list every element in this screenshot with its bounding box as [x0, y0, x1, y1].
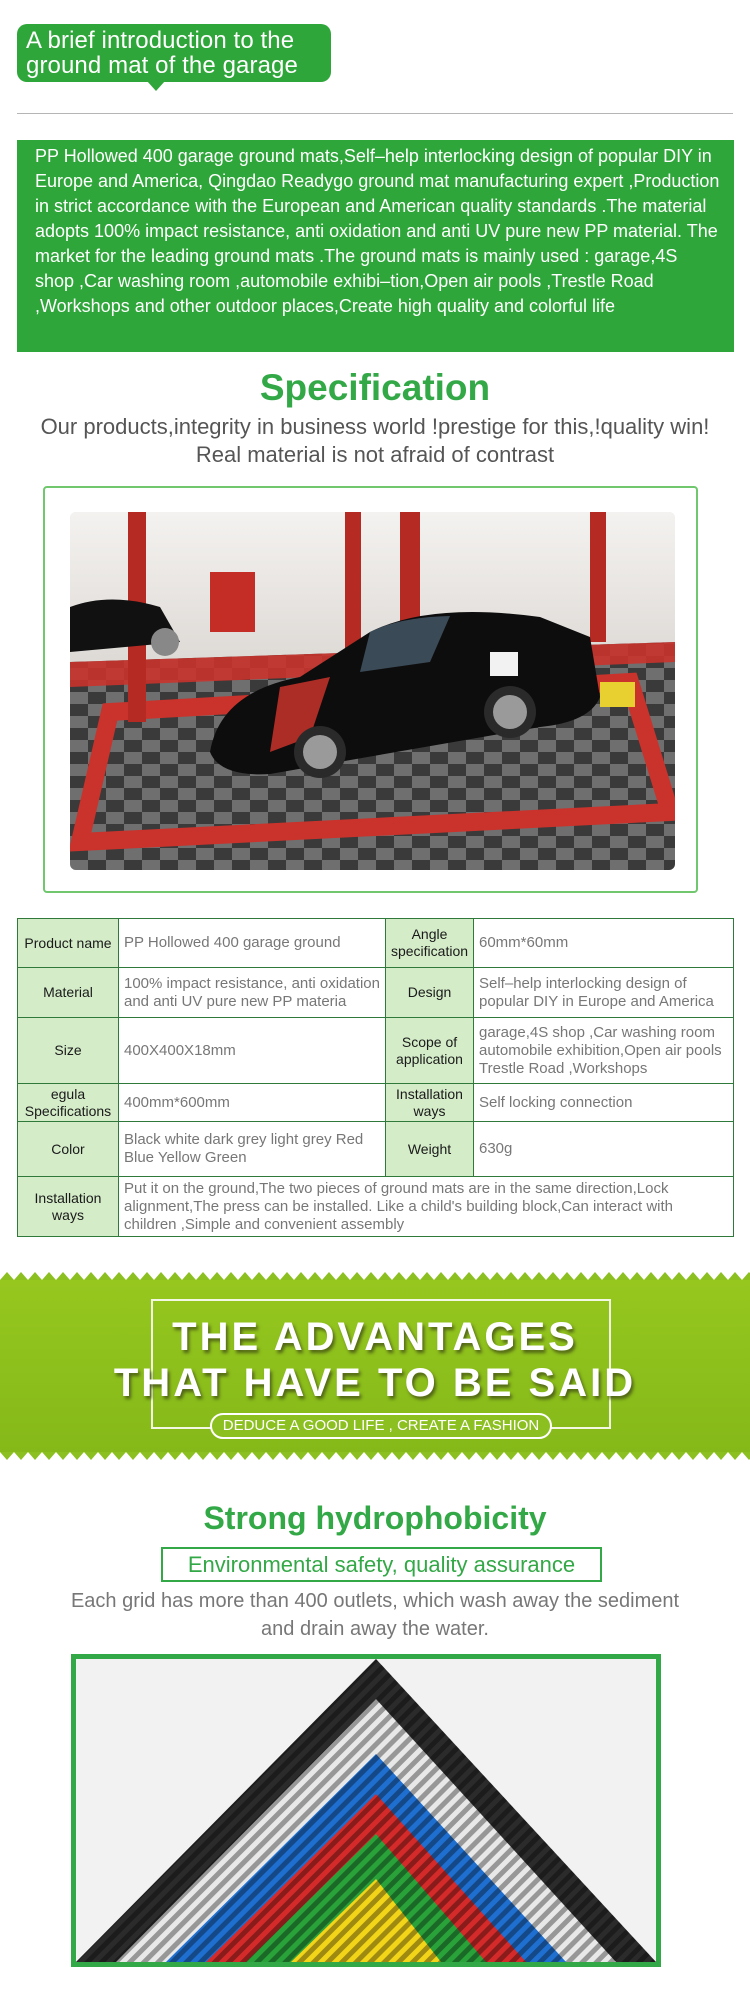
- table-value: 400mm*600mm: [119, 1084, 386, 1122]
- intro-heading-bubble: [17, 24, 331, 82]
- hydrophobicity-description: [0, 1587, 750, 1643]
- table-label: Size: [18, 1018, 119, 1084]
- garage-car-photo: [70, 512, 675, 870]
- divider: [17, 113, 733, 114]
- subtitle-line1: Our products,integrity in business world !prestige for this,!quality win!: [40, 414, 710, 439]
- table-label: Installation ways: [386, 1084, 474, 1122]
- table-label: Material: [18, 968, 119, 1018]
- table-label: Product name: [18, 919, 119, 968]
- table-value: Black white dark grey light grey Red Blue Yellow Green: [119, 1122, 386, 1177]
- specification-title: Specification: [259, 367, 491, 408]
- table-label: Angle specification: [386, 919, 474, 968]
- table-value: 630g: [474, 1122, 734, 1177]
- table-row: [18, 1177, 734, 1237]
- table-value: garage,4S shop ,Car washing room automobile exhibition,Open air pools Trestle Road ,Workshops: [474, 1018, 734, 1084]
- bubble-tail: [147, 81, 165, 91]
- table-row: [18, 1084, 734, 1122]
- intro-paragraph: PP Hollowed 400 garage ground mats,Self–help interlocking design of popular DIY in Europe and America, Qingdao Readygo ground mat manufacturing expert ,Production in strict accordance with the European and American quality standards .The material adopts 100% impact resistance, anti oxidation and anti UV pure new PP material. The market for the leading ground mats .The ground mats is mainly used : garage,4S shop ,Car washing room ,automobile exhibi–tion,Open air pools ,Trestle Road ,Workshops and other outdoor places,Create high quality and colorful life: [17, 140, 734, 352]
- table-value: Self locking connection: [474, 1084, 734, 1122]
- table-row: [18, 1018, 734, 1084]
- table-label: Scope of application: [386, 1018, 474, 1084]
- hydrophobicity-tag: Environmental safety, quality assurance: [161, 1547, 602, 1582]
- advantages-line2: THAT HAVE TO BE SAID: [113, 1361, 637, 1405]
- table-label: Installation ways: [18, 1177, 119, 1237]
- table-label: Weight: [386, 1122, 474, 1177]
- table-row: [18, 968, 734, 1018]
- specification-subtitle: [0, 413, 750, 469]
- table-label: Color: [18, 1122, 119, 1177]
- garage-photo-frame: [43, 486, 698, 893]
- hydrophobicity-title: Strong hydrophobicity: [203, 1500, 547, 1536]
- table-value: 60mm*60mm: [474, 919, 734, 968]
- table-value: 100% impact resistance, anti oxidation and anti UV pure new PP materia: [119, 968, 386, 1018]
- table-value: Self–help interlocking design of popular DIY in Europe and America: [474, 968, 734, 1018]
- intro-heading-line2: ground mat of the garage: [26, 52, 298, 79]
- specification-table: [17, 918, 734, 1237]
- table-row: [18, 1122, 734, 1177]
- intro-heading-line1: A brief introduction to the: [26, 27, 295, 54]
- advantages-line1: THE ADVANTAGES: [172, 1315, 578, 1359]
- advantages-tagline: DEDUCE A GOOD LIFE , CREATE A FASHION: [210, 1413, 552, 1439]
- desc-line2: and drain away the water.: [261, 1618, 489, 1640]
- table-row: [18, 919, 734, 968]
- table-label: Design: [386, 968, 474, 1018]
- desc-line1: Each grid has more than 400 outlets, which wash away the sediment: [70, 1590, 680, 1612]
- table-label: egula Specifications: [18, 1084, 119, 1122]
- stacked-mats-photo: [71, 1654, 661, 1967]
- table-value: PP Hollowed 400 garage ground: [119, 919, 386, 968]
- table-value: Put it on the ground,The two pieces of ground mats are in the same direction,Lock alignment,The press can be installed. Like a child's building block,Can interact with children ,Simple and convenient assembly: [119, 1177, 734, 1237]
- subtitle-line2: Real material is not afraid of contrast: [195, 442, 555, 467]
- table-value: 400X400X18mm: [119, 1018, 386, 1084]
